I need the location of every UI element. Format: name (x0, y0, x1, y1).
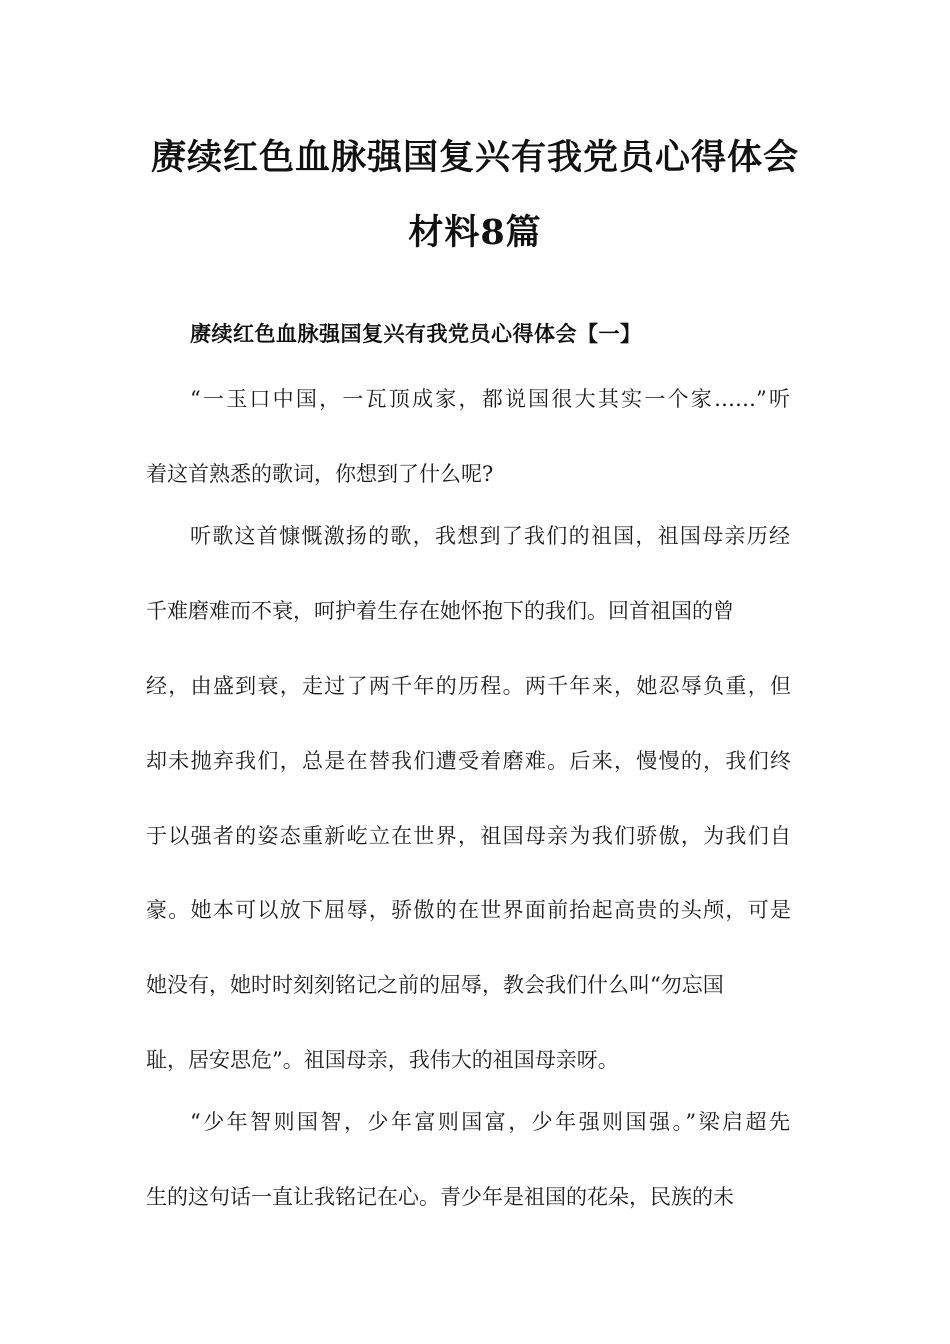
section-heading: 赓续红色血脉强国复兴有我党员心得体会【一】 (190, 322, 642, 346)
paragraph-line: “一玉口中国，一瓦顶成家，都说国很大其实一个家……”听 (190, 387, 790, 411)
paragraph-line: 豪。她本可以放下屈辱，骄傲的在世界面前抬起高贵的头颅，可是 (146, 898, 791, 922)
paragraph-line: 经，由盛到衰，走过了两千年的历程。两千年来，她忍辱负重，但 (146, 674, 791, 698)
document-title-line-2: 材料8篇 (408, 212, 542, 253)
paragraph-line: 却未抛弃我们，总是在替我们遭受着磨难。后来，慢慢的，我们终 (146, 749, 791, 773)
paragraph-line: 听歌这首慷慨激扬的歌，我想到了我们的祖国，祖国母亲历经 (190, 524, 790, 548)
paragraph-line: 生的这句话一直让我铭记在心。青少年是祖国的花朵，民族的未 (146, 1185, 734, 1209)
document-title-line-1: 赓续红色血脉强国复兴有我党员心得体会 (150, 137, 799, 178)
paragraph-line: 着这首熟悉的歌词，你想到了什么呢? (146, 462, 494, 486)
paragraph-line: “少年智则国智，少年富则国富，少年强则国强。”梁启超先 (190, 1110, 790, 1134)
paragraph-line: 她没有，她时时刻刻铭记之前的屈辱，教会我们什么叫“勿忘国 (146, 973, 724, 997)
paragraph-line: 耻，居安思危”。祖国母亲，我伟大的祖国母亲呀。 (146, 1048, 619, 1072)
paragraph-line: 于以强者的姿态重新屹立在世界，祖国母亲为我们骄傲，为我们自 (146, 824, 791, 848)
paragraph-line: 千难磨难而不衰，呵护着生存在她怀抱下的我们。回首祖国的曾 (146, 599, 734, 623)
